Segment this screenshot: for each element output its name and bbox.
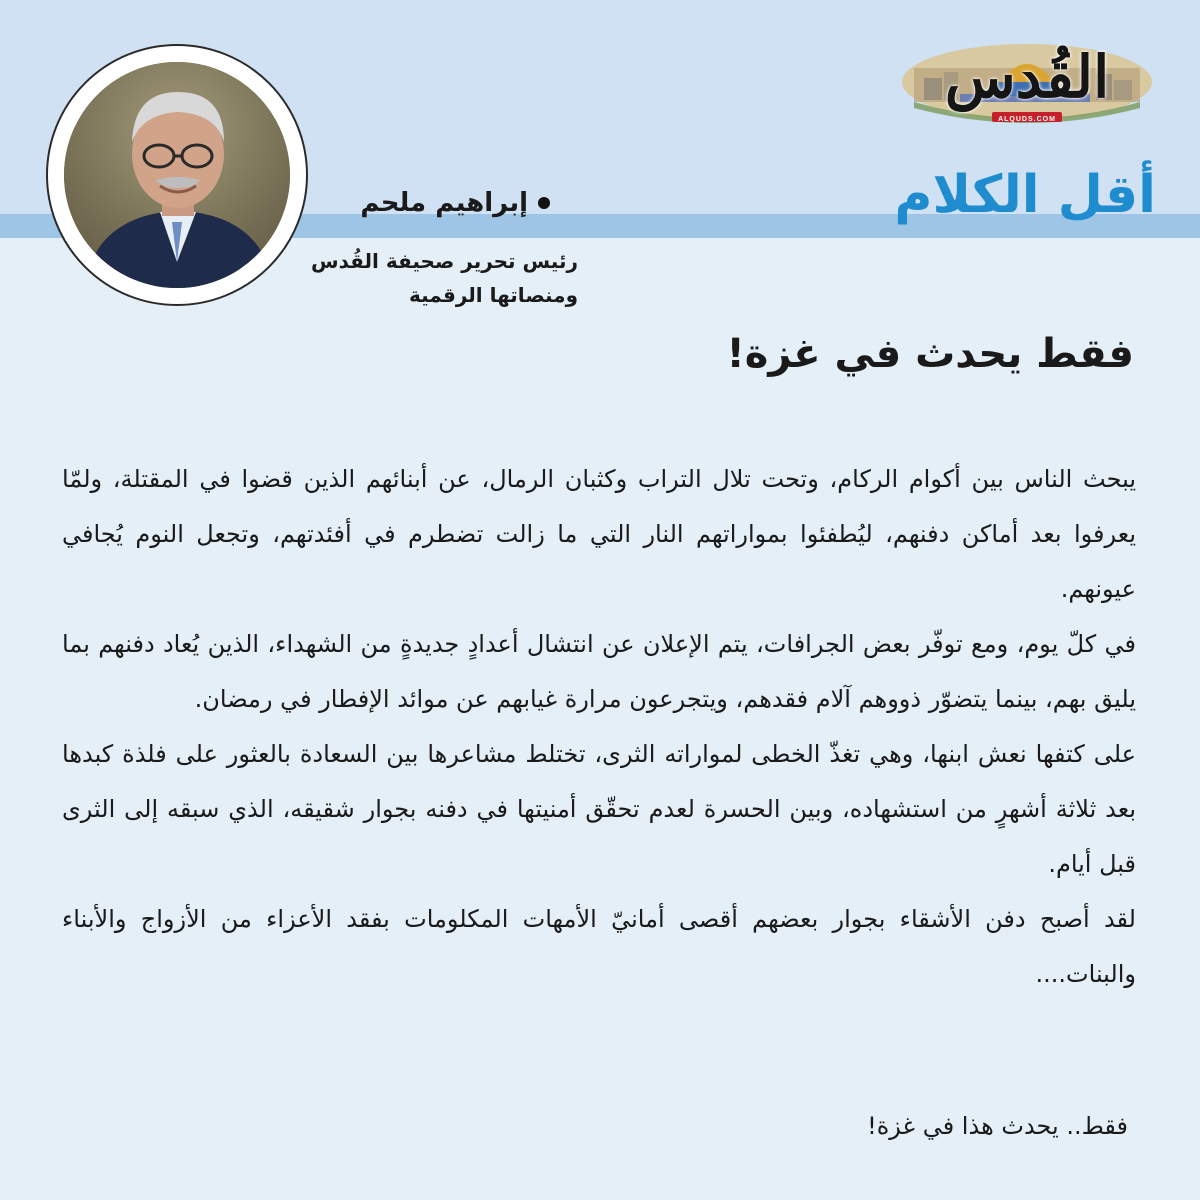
author-role — [238, 244, 578, 312]
article-headline: فقط يحدث في غزة! — [726, 331, 1134, 377]
article-paragraph: يبحث الناس بين أكوام الركام، وتحت تلال التراب وكثبان الرمال، عن أبنائهم الذين قضوا في المقتلة، ولمّا يعرفوا بعد أماكن دفنهم، ليُطفئوا بمواراتهم النار التي ما زالت تضطرم في أفئدتهم، وتجعل النوم يُجافي عيونهم. — [62, 465, 1136, 603]
newspaper-logo — [900, 38, 1154, 130]
bullet-icon — [538, 197, 550, 209]
article-paragraph: في كلّ يوم، ومع توفّر بعض الجرافات، يتم الإعلان عن انتشال أعدادٍ جديدةٍ من الشهداء، الذين يُعاد دفنهم بما يليق بهم، بينما يتضوّر ذووهم آلام فقدهم، ويتجرعون مرارة غيابهم عن موائد الإفطار في رمضان. — [62, 630, 1136, 713]
logo-text: القُدس — [944, 43, 1110, 111]
author-role-line-1: رئيس تحرير صحيفة القُدس — [310, 249, 578, 273]
author-role-line-2: ومنصاتها الرقمية — [409, 283, 578, 307]
author-name-text: إبراهيم ملحم — [360, 188, 528, 218]
logo-subtitle: ALQUDS.COM — [998, 116, 1056, 123]
column-title: أقل الكلام — [894, 165, 1156, 225]
author-name — [360, 180, 550, 226]
article-paragraph: على كتفها نعش ابنها، وهي تغذّ الخطى لمواراته الثرى، تختلط مشاعرها بين السعادة بالعثور على فلذة كبدها بعد ثلاثة أشهرٍ من استشهاده، وبين الحسرة لعدم تحقّق أمنيتها في دفنه بجوار شقيقه، الذي سبقه إلى الثرى قبل أيام. — [62, 740, 1136, 878]
article-body — [62, 452, 1136, 1002]
article-closing-line: فقط.. يحدث هذا في غزة! — [867, 1112, 1128, 1140]
article-paragraph: لقد أصبح دفن الأشقاء بجوار بعضهم أقصى أمانيّ الأمهات المكلومات بفقد الأعزاء من الأزواج والأبناء والبنات.... — [62, 905, 1136, 988]
